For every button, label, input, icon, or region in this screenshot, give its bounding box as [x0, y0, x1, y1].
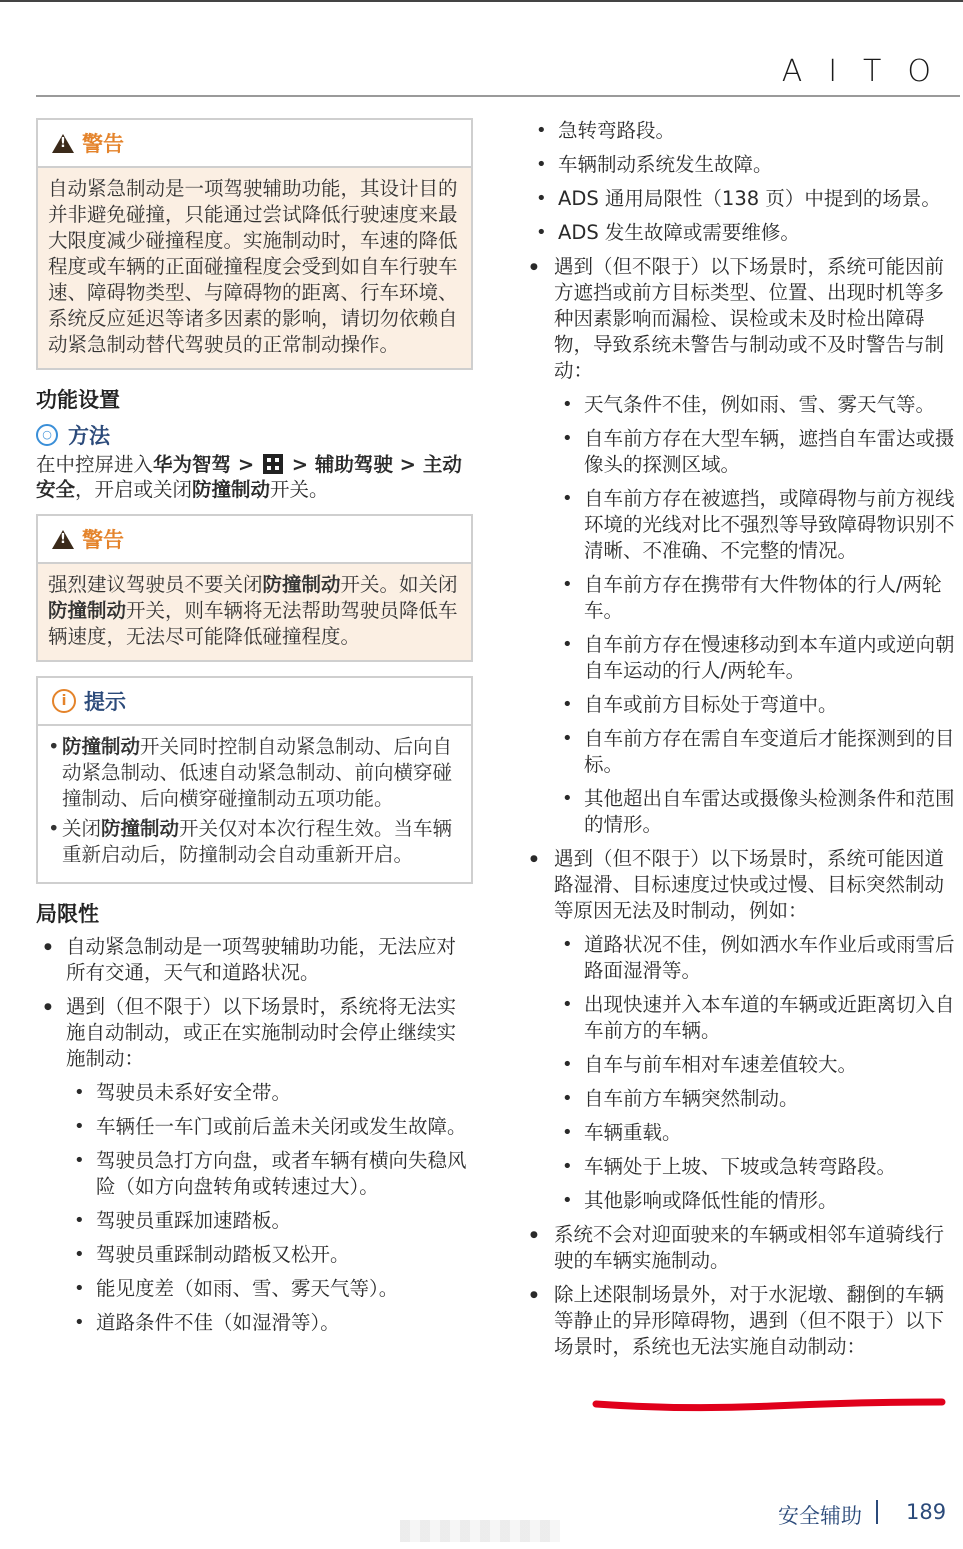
method-text	[36, 452, 473, 502]
list-item-text: 遇到（但不限于）以下场景时，系统可能因道路湿滑、目标速度过快或过慢、目标突然制动等原因无法及时制动，例如：	[554, 847, 945, 922]
sub-list-item: • 车辆任一车门或前后盖未关闭或发生故障。	[66, 1114, 473, 1140]
tip-title: 提示	[84, 690, 126, 714]
method-title: 方法	[68, 424, 110, 448]
right-column	[528, 118, 960, 1368]
sub-list-item: • 其他影响或降低性能的情形。	[554, 1188, 960, 1214]
warning-bold: 防撞制动	[48, 599, 127, 622]
method-text-part: ，开启或关闭	[75, 478, 193, 501]
sub-list	[528, 118, 960, 246]
sub-list-item: • 自车前方车辆突然制动。	[554, 1086, 960, 1112]
sub-list	[66, 1080, 473, 1336]
list-item	[528, 846, 960, 1214]
sub-list-item: • 车辆重载。	[554, 1120, 960, 1146]
info-icon: i	[52, 689, 76, 713]
warning-body	[38, 564, 471, 660]
sub-list	[554, 932, 960, 1214]
tip-text: 开关仅对本次行程生效。当车辆重新启动后，防撞制动会自动重新开启。	[62, 817, 453, 866]
top-border	[0, 0, 963, 2]
sub-list-item: • 自车前方存在携带有大件物体的行人/两轮车。	[554, 572, 960, 624]
sub-list-item: • 自车前方存在慢速移动到本车道内或逆向朝自车运动的行人/两轮车。	[554, 632, 960, 684]
red-underline-annotation	[592, 1394, 948, 1414]
sub-list-item: • 道路状况不佳，例如洒水车作业后或雨雪后路面湿滑等。	[554, 932, 960, 984]
warning-text: 开关。如关闭	[340, 573, 458, 596]
section-heading-settings: 功能设置	[36, 388, 120, 412]
method-label	[36, 420, 473, 450]
limits-list	[36, 934, 473, 1336]
warning-title: 警告	[82, 528, 124, 552]
list-item	[528, 254, 960, 838]
sub-list-item: • 自车前方存在大型车辆，遮挡自车雷达或摄像头的探测区域。	[554, 426, 960, 478]
warning-text: 开关，则车辆将无法帮助驾驶员降低车辆速度，无法尽可能降低碰撞程度。	[48, 599, 458, 648]
tip-item	[48, 734, 461, 812]
method-path-separator: >	[284, 453, 315, 476]
sub-list-item: • ADS 通用局限性（138 页）中提到的场景。	[528, 186, 960, 212]
method-switch-name: 防撞制动	[192, 478, 271, 501]
sub-list-item: • ADS 发生故障或需要维修。	[528, 220, 960, 246]
list-item	[36, 994, 473, 1336]
method-path-item: 辅助驾驶	[314, 453, 393, 476]
list-item: ● 除上述限制场景外，对于水泥墩、翻倒的车辆等静止的异形障碍物，遇到（但不限于）以下场景时，系统也无法实施自动制动：	[528, 1282, 960, 1360]
method-path-item: 华为智驾	[153, 453, 232, 476]
sub-list-item: • 自车与前车相对车速差值较大。	[554, 1052, 960, 1078]
tip-bold: 防撞制动	[101, 817, 180, 840]
warning-box-2	[36, 514, 473, 662]
lightbulb-icon: ○	[36, 424, 58, 446]
left-column	[36, 118, 473, 1344]
sub-list-item: • 自车前方存在被遮挡，或障碍物与前方视线环境的光线对比不强烈等导致障碍物识别不清晰、不准确、不完整的情况。	[554, 486, 960, 564]
sub-list-item: • 驾驶员重踩加速踏板。	[66, 1208, 473, 1234]
tip-body	[38, 726, 471, 882]
page-number: 189	[906, 1500, 947, 1524]
footer-section-title: 安全辅助	[778, 1504, 862, 1528]
tip-item	[48, 816, 461, 868]
warning-text: 强烈建议驾驶员不要关闭	[48, 573, 263, 596]
sub-list-item: • 出现快速并入本车道的车辆或近距离切入自车前方的车辆。	[554, 992, 960, 1044]
tip-box	[36, 676, 473, 884]
sub-list-item: • 车辆制动系统发生故障。	[528, 152, 960, 178]
tip-text: 开关同时控制自动紧急制动、后向自动紧急制动、低速自动紧急制动、前向横穿碰撞制动、后向横穿碰撞制动五项功能。	[62, 735, 453, 810]
sub-list-item: • 自车或前方目标处于弯道中。	[554, 692, 960, 718]
list-item-text: 遇到（但不限于）以下场景时，系统将无法实施自动制动，或正在实施制动时会停止继续实施制动：	[66, 995, 457, 1070]
method-path-separator: >	[231, 453, 261, 476]
watermark	[400, 1520, 560, 1542]
tip-text: 关闭	[62, 817, 102, 840]
sub-list-item: • 驾驶员未系好安全带。	[66, 1080, 473, 1106]
sub-list	[554, 392, 960, 838]
warning-header	[38, 516, 471, 564]
sub-list-item: • 驾驶员急打方向盘，或者车辆有横向失稳风险（如方向盘转角或转速过大）。	[66, 1148, 473, 1200]
warning-body: 自动紧急制动是一项驾驶辅助功能，其设计目的并非避免碰撞，只能通过尝试降低行驶速度来最大限度减少碰撞程度。实施制动时，车速的降低程度或车辆的正面碰撞程度会受到如自车行驶车速、障碍物类型、与障碍物的距离、行车环境、系统反应延迟等诸多因素的影响，请切勿依赖自动紧急制动替代驾驶员的正常制动操作。	[38, 168, 471, 368]
tip-header	[38, 678, 471, 726]
list-item: ● 系统不会对迎面驶来的车辆或相邻车道骑线行驶的车辆实施制动。	[528, 1222, 960, 1274]
warning-title: 警告	[82, 132, 124, 156]
method-text-part: 开关。	[270, 478, 329, 501]
warning-box-1	[36, 118, 473, 370]
brand-logo: AITO	[781, 54, 957, 89]
method-path-separator: >	[392, 453, 423, 476]
limits-list-continued	[528, 254, 960, 1360]
sub-list-item: • 驾驶员重踩制动踏板又松开。	[66, 1242, 473, 1268]
sub-list-item: • 道路条件不佳（如湿滑等）。	[66, 1310, 473, 1336]
sub-list-item: • 车辆处于上坡、下坡或急转弯路段。	[554, 1154, 960, 1180]
tip-bold: 防撞制动	[62, 735, 141, 758]
warning-icon	[52, 134, 74, 153]
list-item: ● 自动紧急制动是一项驾驶辅助功能，无法应对所有交通，天气和道路状况。	[36, 934, 473, 986]
warning-icon	[52, 530, 74, 549]
method-path-item: 主动安全	[36, 453, 462, 501]
sub-list-item: • 其他超出自车雷达或摄像头检测条件和范围的情形。	[554, 786, 960, 838]
footer-separator	[876, 1500, 878, 1524]
sub-list-item: • 天气条件不佳，例如雨、雪、雾天气等。	[554, 392, 960, 418]
sub-list-item: • 自车前方存在需自车变道后才能探测到的目标。	[554, 726, 960, 778]
apps-grid-icon	[263, 454, 283, 474]
sub-list-item: • 急转弯路段。	[528, 118, 960, 144]
method-text-part: 在中控屏进入	[36, 453, 154, 476]
sub-list-item: • 能见度差（如雨、雪、雾天气等）。	[66, 1276, 473, 1302]
section-heading-limits: 局限性	[36, 902, 99, 926]
warning-bold: 防撞制动	[262, 573, 341, 596]
header-rule	[36, 95, 960, 97]
warning-header	[38, 120, 471, 168]
list-item-text: 遇到（但不限于）以下场景时，系统可能因前方遮挡或前方目标类型、位置、出现时机等多种因素影响而漏检、误检或未及时检出障碍物，导致系统未警告与制动或不及时警告与制动：	[554, 255, 945, 382]
